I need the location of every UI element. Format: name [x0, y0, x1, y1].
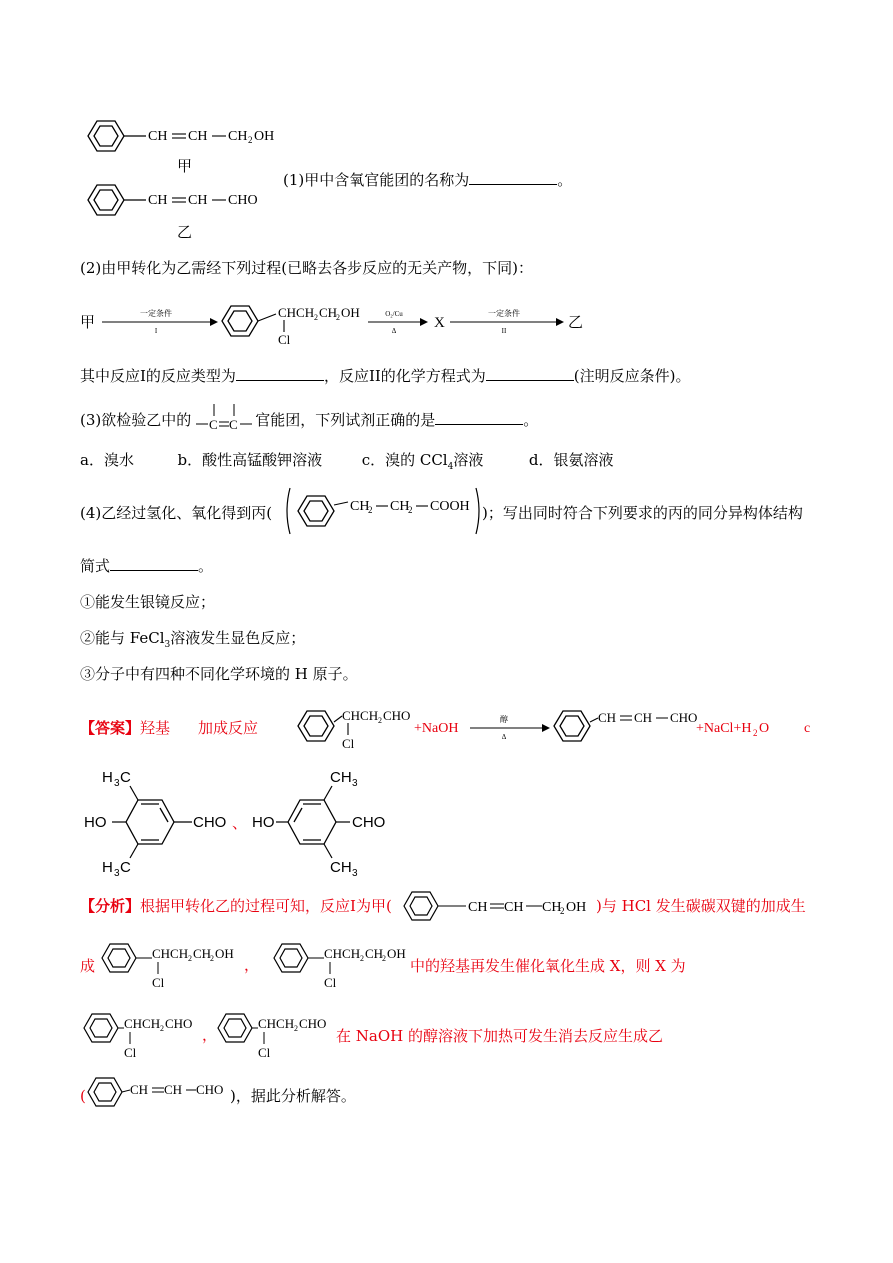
answer-blank[interactable]	[486, 366, 574, 381]
svg-text:2: 2	[378, 716, 382, 725]
svg-text:CH: CH	[193, 946, 212, 961]
benzene-ring-icon	[298, 496, 334, 526]
svg-text:3: 3	[114, 868, 120, 878]
svg-text:OH: OH	[215, 946, 234, 961]
option-b[interactable]: b．酸性高锰酸钾溶液	[177, 451, 323, 469]
svg-text:+NaOH: +NaOH	[414, 721, 459, 736]
svg-text:2: 2	[560, 906, 565, 916]
svg-text:2: 2	[360, 954, 364, 963]
analysis-yi	[84, 1070, 234, 1114]
svg-text:CHCH: CHCH	[124, 1016, 161, 1031]
svg-text:CH: CH	[188, 193, 208, 208]
answer-blank[interactable]	[236, 366, 324, 381]
svg-text:CHO: CHO	[193, 814, 227, 831]
svg-text:OH: OH	[566, 900, 587, 915]
analysis-line4b: )，据此分析解答。	[230, 1087, 356, 1105]
structure-yi	[80, 176, 280, 226]
q2-end: 乙	[568, 313, 584, 331]
benzene-ring-icon	[84, 1014, 118, 1042]
structure-bing	[282, 482, 482, 540]
svg-text:CH: CH	[634, 710, 653, 725]
svg-text:CHO: CHO	[299, 1016, 327, 1031]
jia-sub: 2	[248, 135, 253, 145]
svg-text:Cl: Cl	[124, 1045, 137, 1060]
q3-options	[80, 450, 614, 477]
svg-text:H: H	[102, 859, 113, 876]
yi-label: 乙	[177, 223, 193, 241]
answer-tag: 【答案】羟基	[80, 719, 171, 737]
svg-text:3: 3	[114, 778, 120, 789]
analysis-line1a: 【分析】根据甲转化乙的过程可知，反应I为甲(	[80, 897, 392, 915]
analysis-line2c: 中的羟基再发生催化氧化生成 X，则 X 为	[410, 957, 686, 975]
benzene-ring-icon	[554, 711, 590, 741]
svg-text:Cl: Cl	[258, 1045, 271, 1060]
answer-equation	[294, 698, 814, 758]
svg-text:X: X	[434, 315, 445, 331]
jia-ch2: CH	[188, 129, 208, 144]
svg-text:2: 2	[314, 313, 318, 322]
benzene-ring-icon	[288, 800, 336, 844]
svg-text:C: C	[120, 769, 131, 786]
question-1: (1)甲中含氧官能团的名称为 。	[283, 171, 573, 189]
svg-text:OH: OH	[341, 305, 360, 320]
answer-isomers	[80, 762, 420, 878]
svg-text:，: ，	[202, 1028, 218, 1044]
svg-text:O: O	[759, 721, 770, 736]
svg-text:CHCH: CHCH	[324, 946, 361, 961]
benzene-ring-icon	[404, 892, 438, 920]
svg-text:COOH: COOH	[430, 499, 470, 514]
svg-text:，: ，	[244, 958, 260, 974]
svg-text:CHCH: CHCH	[278, 305, 315, 320]
benzene-ring-icon	[88, 1078, 122, 1106]
svg-text:C: C	[209, 417, 218, 432]
jia-ch1: CH	[148, 129, 168, 144]
answer-blank[interactable]	[435, 410, 523, 425]
svg-text:醇: 醇	[500, 715, 508, 724]
svg-text:CH: CH	[468, 900, 488, 915]
svg-text:CH: CH	[365, 946, 384, 961]
svg-text:CH: CH	[164, 1082, 183, 1097]
arrow-icon	[210, 318, 218, 326]
svg-text:2: 2	[188, 954, 192, 963]
svg-text:H: H	[102, 769, 113, 786]
svg-text:CH: CH	[330, 769, 352, 786]
svg-text:Cl: Cl	[342, 736, 355, 751]
svg-text:2: 2	[382, 954, 386, 963]
svg-text:CHCH: CHCH	[258, 1016, 295, 1031]
svg-text:CH: CH	[319, 305, 338, 320]
svg-text:HO: HO	[84, 814, 107, 831]
svg-text:2: 2	[368, 505, 373, 515]
benzene-ring-icon	[274, 944, 308, 972]
svg-text:CHO: CHO	[165, 1016, 193, 1031]
q2-start: 甲	[80, 313, 96, 331]
svg-text:2: 2	[294, 1024, 298, 1033]
svg-text:+NaCl+H: +NaCl+H	[696, 721, 752, 736]
svg-text:c: c	[804, 721, 811, 736]
analysis-jia	[400, 884, 620, 928]
svg-text:CHCH: CHCH	[342, 708, 379, 723]
q4-req1: ①能发生银镜反应；	[80, 593, 216, 611]
svg-text:CHO: CHO	[670, 710, 698, 725]
svg-text:I: I	[154, 327, 158, 335]
q4-req3: ③分子中有四种不同化学环境的 H 原子。	[80, 665, 358, 683]
arrow-icon	[420, 318, 428, 326]
jia-ch3: CH	[228, 129, 248, 144]
answer-blank[interactable]	[469, 170, 557, 185]
arrow-icon	[556, 318, 564, 326]
svg-text:Cl: Cl	[278, 332, 291, 347]
svg-text:CHO: CHO	[352, 814, 386, 831]
svg-text:一定条件: 一定条件	[140, 309, 172, 318]
svg-text:CHCH: CHCH	[152, 946, 189, 961]
q4-req2: ②能与 FeCl$_3$溶液发生显色反应；	[80, 629, 306, 650]
svg-text:CH: CH	[598, 710, 617, 725]
q4-line2: 简式 。	[80, 557, 214, 575]
svg-text:2: 2	[210, 954, 214, 963]
svg-text:C: C	[120, 859, 131, 876]
svg-text:CH: CH	[148, 193, 168, 208]
analysis-chloro-aldehydes	[80, 1006, 340, 1062]
benzene-ring-icon	[222, 306, 258, 336]
svg-text:CH: CH	[130, 1082, 149, 1097]
svg-text:3: 3	[352, 778, 358, 789]
svg-text:2: 2	[336, 313, 340, 322]
svg-text:CHO: CHO	[196, 1082, 224, 1097]
benzene-ring-icon	[88, 121, 124, 151]
analysis-line1b: )与 HCl 发生碳碳双键的加成生	[596, 897, 806, 915]
svg-text:2: 2	[160, 1024, 164, 1033]
benzene-ring-icon	[102, 944, 136, 972]
svg-text:CH: CH	[542, 900, 562, 915]
analysis-chloro-alcohols	[98, 936, 418, 992]
svg-text:CH: CH	[350, 499, 370, 514]
svg-text:CHO: CHO	[383, 708, 411, 723]
analysis-line2a: 成	[80, 957, 96, 975]
benzene-ring-icon	[126, 800, 174, 844]
reaction-scheme	[98, 300, 598, 350]
option-a[interactable]: a．溴水	[80, 451, 134, 469]
analysis-line4a: (	[80, 1087, 86, 1105]
answer-blank[interactable]	[110, 556, 198, 571]
q4-text-a: (4)乙经过氢化、氧化得到丙(	[80, 504, 273, 522]
option-d[interactable]: d．银氨溶液	[528, 451, 614, 469]
question-3: (3)欲检验乙中的 官能团，下列试剂正确的是 。	[80, 411, 539, 429]
q4-text-b: )；写出同时符合下列要求的丙的同分异构体结构	[482, 504, 803, 522]
svg-text:Cl: Cl	[152, 975, 165, 990]
question-2-intro: (2)由甲转化为乙需经下列过程(已略去各步反应的无关产物，下同)：	[80, 259, 533, 277]
analysis-line3c: 在 NaOH 的醇溶液下加热可发生消去反应生成乙	[336, 1027, 663, 1045]
svg-text:2: 2	[753, 728, 758, 738]
svg-text:OH: OH	[387, 946, 406, 961]
jia-oh: OH	[254, 129, 275, 144]
svg-text:Cl: Cl	[324, 975, 337, 990]
svg-text:HO: HO	[252, 814, 275, 831]
answer-2: 加成反应	[198, 719, 259, 737]
svg-text:C: C	[229, 417, 238, 432]
jia-label: 甲	[177, 157, 193, 175]
option-c[interactable]: c．溴的 CCl$_4$溶液	[361, 451, 484, 472]
svg-text:II: II	[501, 327, 507, 335]
question-2-line2: 其中反应I的反应类型为 ，反应II的化学方程式为 (注明反应条件)。	[80, 367, 691, 385]
benzene-ring-icon	[298, 711, 334, 741]
svg-text:CH: CH	[390, 499, 410, 514]
svg-text:Δ: Δ	[501, 733, 507, 741]
benzene-ring-icon	[88, 185, 124, 215]
svg-text:2: 2	[408, 505, 413, 515]
svg-text:3: 3	[352, 868, 358, 878]
cc-double-bond-group	[194, 402, 258, 434]
benzene-ring-icon	[218, 1014, 252, 1042]
svg-text:一定条件: 一定条件	[488, 309, 520, 318]
arrow-icon	[542, 724, 550, 732]
svg-text:CH: CH	[330, 859, 352, 876]
svg-text:CHO: CHO	[228, 193, 258, 208]
svg-text:O₂/Cu: O₂/Cu	[385, 310, 403, 318]
svg-text:、: 、	[232, 816, 248, 832]
svg-text:Δ: Δ	[391, 327, 397, 335]
svg-text:CH: CH	[504, 900, 524, 915]
